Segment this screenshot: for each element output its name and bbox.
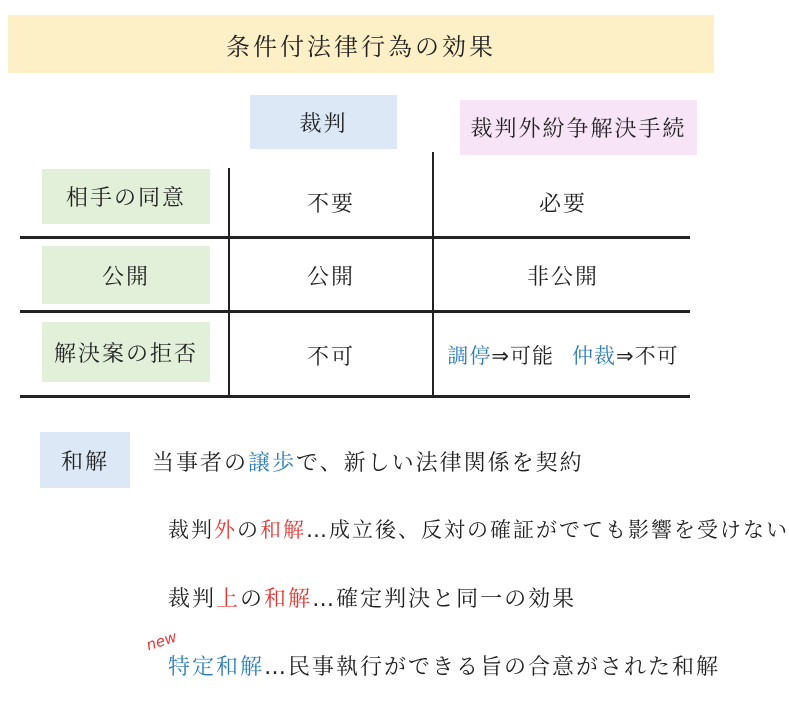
grid-hline-2	[20, 310, 690, 313]
grid-vline-1	[228, 168, 230, 396]
page-title: 条件付法律行為の効果	[8, 15, 714, 73]
grid-hline-1	[20, 236, 690, 239]
inside-pre: 裁判	[168, 587, 217, 612]
wakai-label: 和解	[40, 432, 130, 488]
chusai-term: 仲裁	[572, 344, 616, 368]
specific-post: …民事執行ができる旨の合意がされた和解	[264, 655, 721, 680]
definition-post: で、新しい法律関係を契約	[296, 451, 584, 476]
definition-highlight: 譲歩	[248, 451, 297, 476]
grid-hline-3	[20, 395, 690, 398]
new-badge: new	[143, 627, 180, 655]
cell-consent-court: 不要	[306, 191, 355, 217]
wakai-inside	[168, 582, 576, 613]
cell-refusal-adr	[436, 322, 690, 388]
outside-red: 外	[214, 518, 237, 542]
wakai-specific	[168, 650, 720, 681]
inside-mid: の	[240, 587, 265, 612]
chotei-term: 調停	[447, 344, 492, 368]
outside-pre: 裁判	[168, 518, 214, 542]
chusai-result: ⇒不可	[616, 344, 679, 368]
wakai-definition	[152, 446, 584, 477]
inside-red2: 和解	[264, 587, 313, 612]
cell-consent-adr: 必要	[538, 191, 587, 217]
inside-red: 上	[216, 587, 241, 612]
cell-public-court: 公開	[306, 264, 355, 290]
header-adr: 裁判外紛争解決手続	[460, 100, 697, 155]
definition-pre: 当事者の	[152, 451, 249, 476]
cell-public-adr: 非公開	[526, 264, 599, 290]
inside-post: …確定判決と同一の効果	[312, 587, 577, 612]
wakai-outside	[168, 514, 789, 544]
outside-mid: の	[237, 518, 260, 542]
outside-post: …成立後、反対の確証がでても影響を受けない	[306, 518, 789, 542]
row-label-public: 公開	[42, 246, 210, 304]
specific-highlight: 特定和解	[168, 655, 265, 680]
grid-vline-2	[432, 152, 434, 396]
header-court: 裁判	[250, 95, 397, 149]
cell-refusal-court: 不可	[306, 344, 355, 370]
chotei-result: ⇒可能	[491, 344, 554, 368]
row-label-consent: 相手の同意	[42, 169, 210, 224]
row-label-refusal: 解決案の拒否	[42, 322, 210, 382]
outside-red2: 和解	[260, 518, 306, 542]
